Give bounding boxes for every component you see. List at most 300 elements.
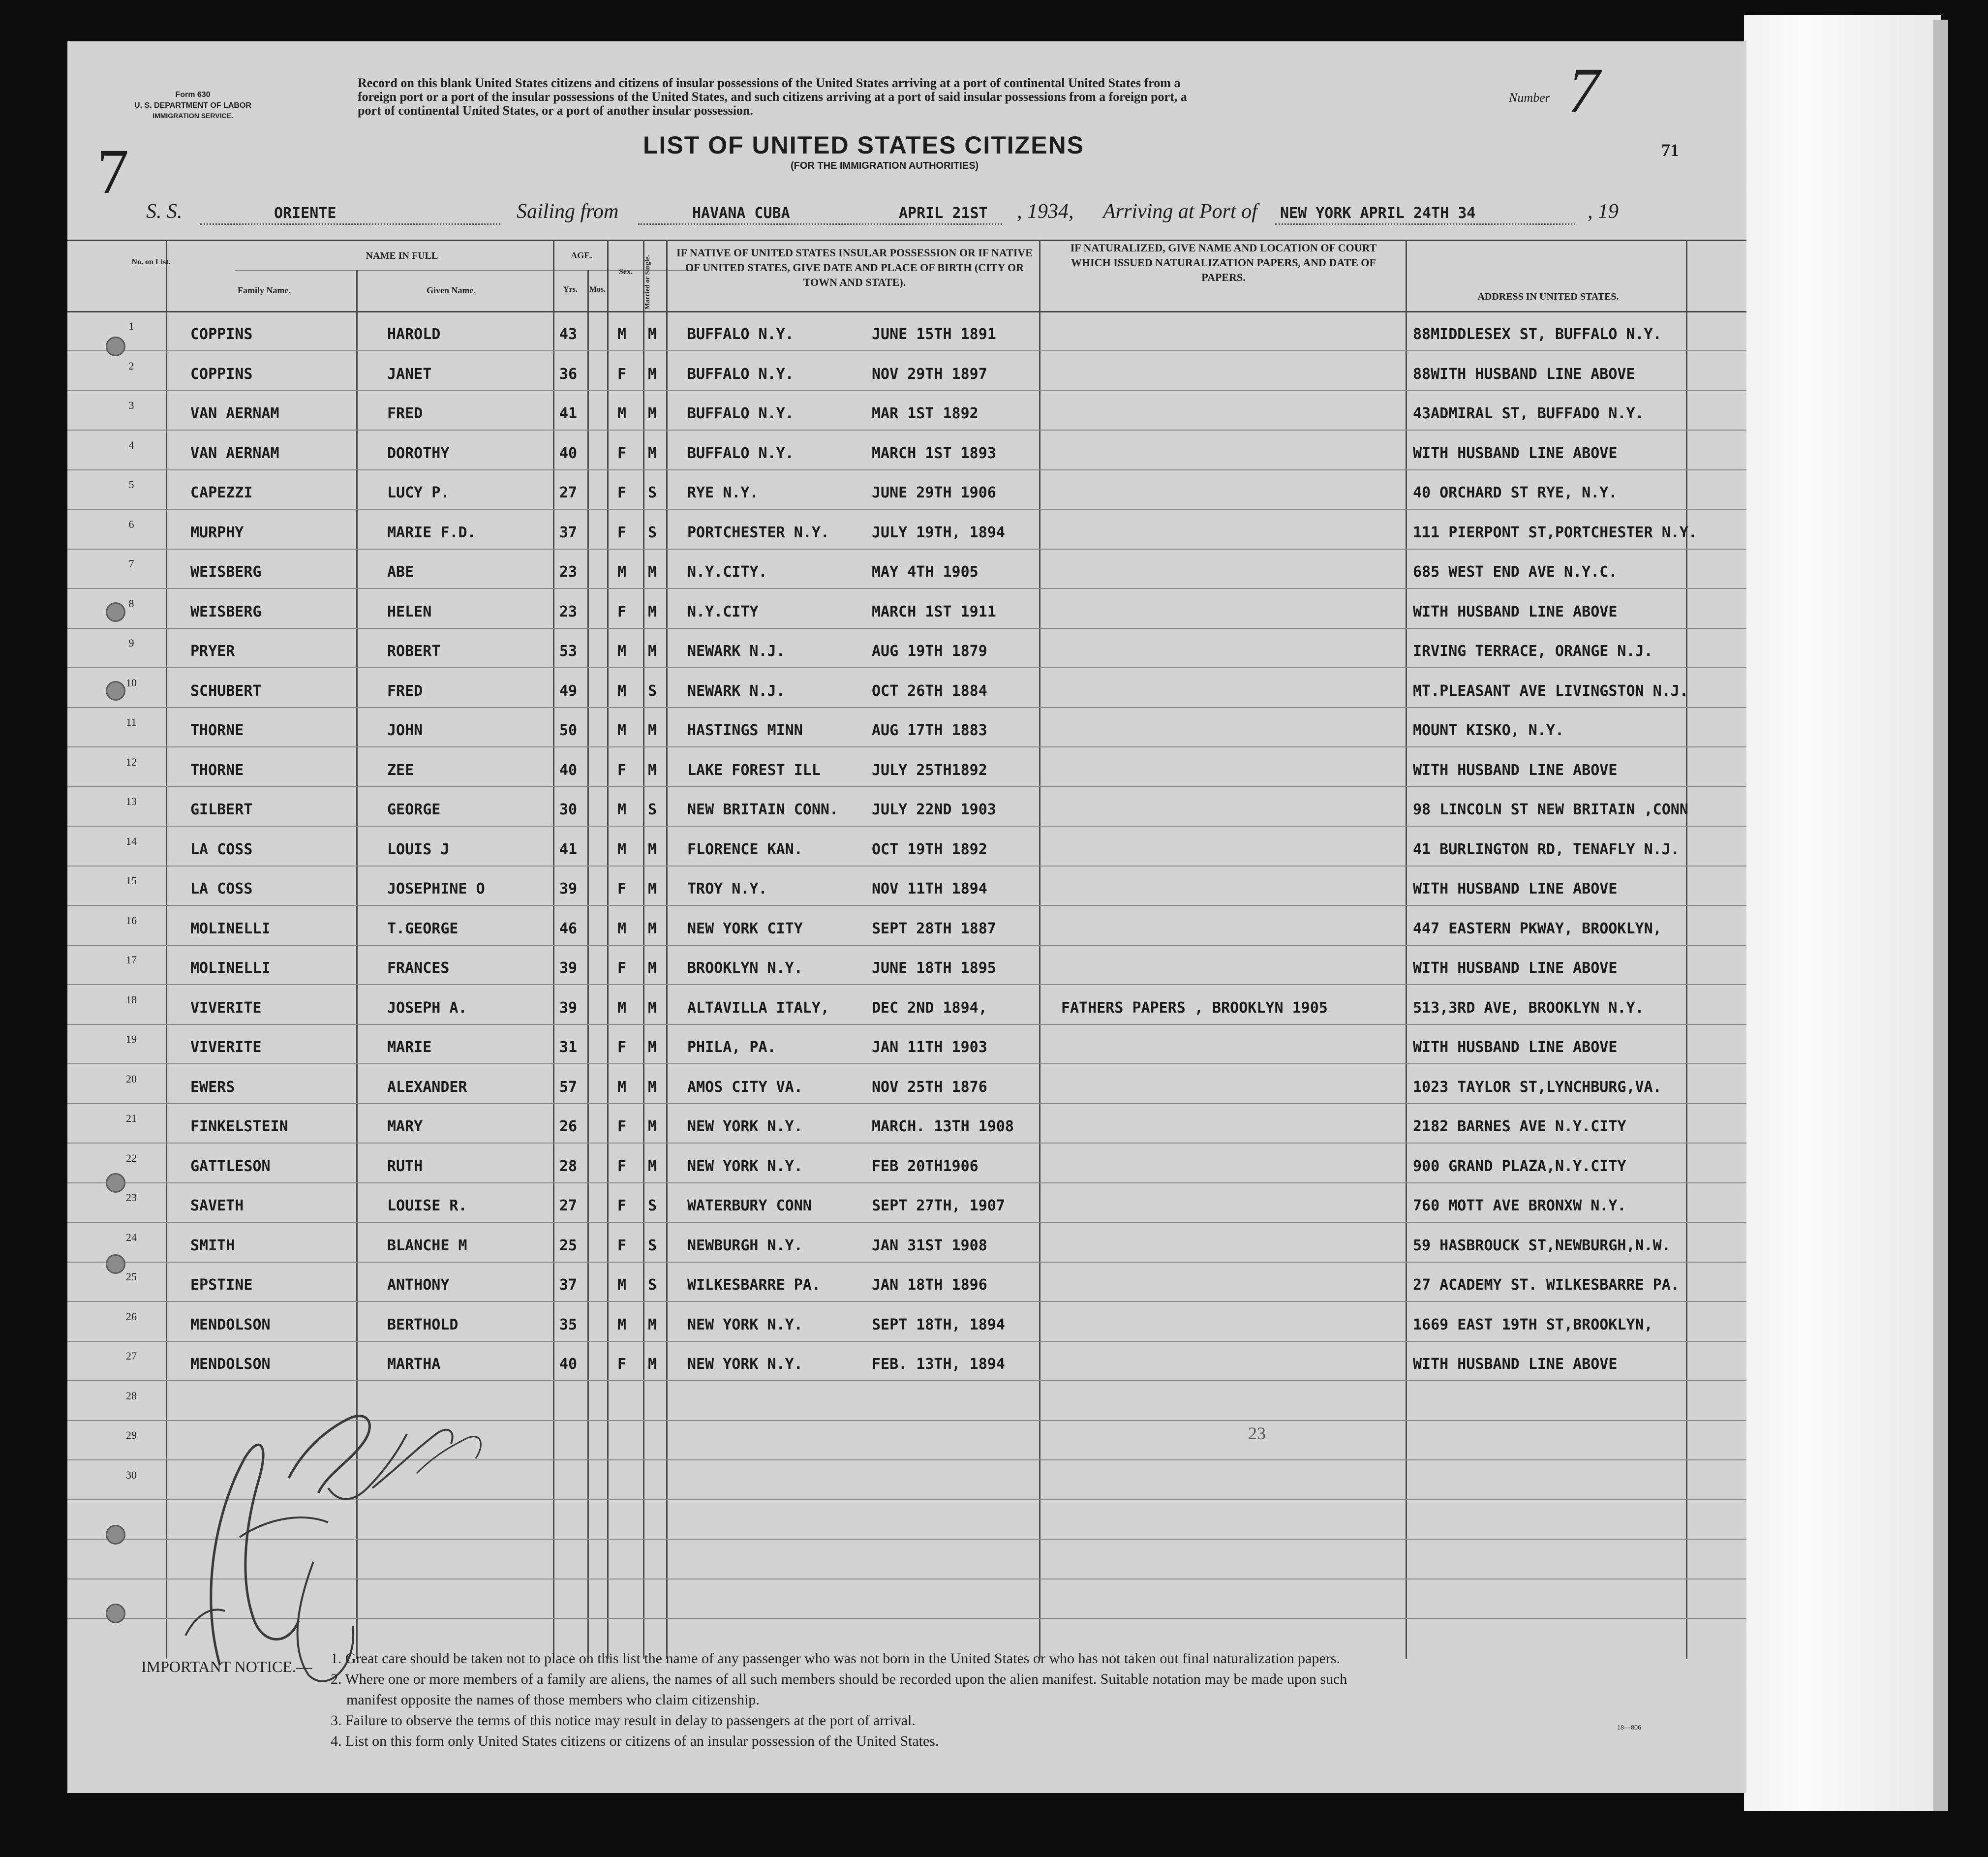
adjacent-page-shadow [1933,20,1948,1811]
cell-given: GEORGE [387,801,441,818]
cell-address: 40 ORCHARD ST RYE, N.Y. [1413,484,1618,501]
header-birth: IF NATIVE OF UNITED STATES INSULAR POSSESSION OR IF NATIVE OF UNITED STATES, GIVE DATE AND PLACE OF BIRTH (CITY OR TOWN AND STATE). [676,247,1033,288]
cell-no: 18 [126,993,137,1006]
cell-family: CAPEZZI [190,484,253,501]
row-rule [67,826,1746,827]
header-yrs: Yrs. [563,285,578,294]
row-rule [67,1182,1746,1183]
punch-hole [106,1525,125,1545]
cell-age: 37 [559,1276,578,1294]
cell-date: SEPT 18TH, 1894 [872,1316,1005,1333]
cell-sex: F [617,1356,627,1373]
cell-address: 760 MOTT AVE BRONXW N.Y. [1413,1197,1626,1214]
cell-ms: M [648,880,657,898]
cell-family: MOLINELLI [190,959,271,977]
cell-given: JOSEPH A. [387,999,467,1017]
arrival-year: , 19 [1588,200,1619,223]
cell-ms: M [648,959,657,977]
cell-family: MENDOLSON [190,1316,271,1333]
cell-date: FEB 20TH1906 [872,1158,979,1175]
sailing-from: HAVANA CUBA [692,205,790,222]
row-rule [67,1103,1746,1104]
cell-place: NEW BRITAIN CONN. [687,801,839,818]
cell-age: 39 [559,959,578,977]
cell-address: 513,3RD AVE, BROOKLYN N.Y. [1413,999,1644,1017]
cell-given: MARIE [387,1039,432,1056]
cell-date: NOV 25TH 1876 [872,1079,987,1096]
ss-label: S. S. [146,200,183,223]
cell-place: BUFFALO N.Y. [687,405,794,422]
cell-given: FRANCES [387,959,450,977]
cell-sex: M [617,1276,627,1294]
cell-date: MAY 4TH 1905 [872,563,979,581]
inspector-signature [141,1390,495,1695]
cell-given: ROBERT [387,643,441,660]
cell-address: WITH HUSBAND LINE ABOVE [1413,1356,1618,1373]
row-rule [67,390,1746,391]
cell-given: JOHN [387,722,423,739]
cell-given: JOSEPHINE O [387,880,485,898]
header-naturalized: IF NATURALIZED, GIVE NAME AND LOCATION OF COURT WHICH ISSUED NATURALIZATION PAPERS, AND DATE OF PAPERS. [1070,242,1377,283]
cell-place: NEW YORK N.Y. [687,1158,803,1175]
cell-given: ALEXANDER [387,1079,467,1096]
cell-date: FEB. 13TH, 1894 [872,1356,1005,1373]
row-rule [67,430,1746,431]
cell-address: IRVING TERRACE, ORANGE N.J. [1413,643,1653,660]
cell-no: 9 [128,637,134,649]
cell-ms: S [648,801,657,818]
cell-age: 23 [559,603,578,620]
cell-ms: M [648,1079,657,1096]
tally-mark: 23 [1248,1424,1266,1443]
notice-item-4: 4. List on this form only United States citizens or citizens of an insular possession of the United States. [331,1733,939,1749]
cell-age: 46 [559,920,578,937]
cell-ms: M [648,603,657,620]
cell-place: FLORENCE KAN. [687,841,803,858]
cell-address: 685 WEST END AVE N.Y.C. [1413,563,1618,581]
cell-family: WEISBERG [190,563,262,581]
notice-item-3: 3. Failure to observe the terms of this notice may result in delay to passengers at the port of arrival. [331,1712,916,1729]
cell-no: 10 [126,677,137,689]
cell-place: NEW YORK N.Y. [687,1316,803,1333]
form-number: Form 630 [175,91,211,99]
cell-age: 28 [559,1158,578,1175]
cell-no: 7 [128,557,134,570]
cell-sex: F [617,1237,627,1254]
cell-address: WITH HUSBAND LINE ABOVE [1413,880,1618,898]
cell-age: 57 [559,1079,578,1096]
cell-given: LOUIS J [387,841,450,858]
cell-date: JUNE 18TH 1895 [872,959,996,977]
cell-place: NEWARK N.J. [687,682,785,700]
cell-age: 36 [559,366,578,383]
table-top-border [67,240,1746,241]
cell-date: MAR 1ST 1892 [872,405,979,422]
cell-age: 26 [559,1118,578,1135]
row-rule [67,549,1746,550]
adjacent-page-edge [1744,15,1941,1811]
cell-family: LA COSS [190,880,253,898]
cell-no: 1 [128,320,134,332]
row-rule [67,1222,1746,1223]
cell-ms: M [648,1039,657,1056]
cell-ms: S [648,524,657,541]
cell-place: NEW YORK N.Y. [687,1118,803,1135]
cell-address: 27 ACADEMY ST. WILKESBARRE PA. [1413,1276,1680,1294]
cell-address: 98 LINCOLN ST NEW BRITAIN ,CONN [1413,801,1688,818]
cell-given: LOUISE R. [387,1197,467,1214]
cell-address: WITH HUSBAND LINE ABOVE [1413,959,1618,977]
header-sex: Sex. [619,268,633,276]
notice-label: IMPORTANT NOTICE.— [141,1658,312,1675]
cell-date: SEPT 28TH 1887 [872,920,996,937]
cell-no: 13 [126,795,137,807]
cell-no: 28 [126,1390,137,1402]
punch-hole [106,1254,125,1274]
instructions-line-1: Record on this blank United States citizens and citizens of insular possessions of the United States arriving at a port of continental United States from a [358,76,1181,90]
col-divider [587,270,589,1659]
cell-no: 14 [126,835,137,847]
cell-place: BUFFALO N.Y. [687,366,794,383]
cell-age: 40 [559,762,578,779]
form-service: IMMIGRATION SERVICE. [153,112,233,120]
cell-given: FRED [387,405,423,422]
cell-sex: F [617,959,627,977]
cell-sex: M [617,841,627,858]
print-code: 18—806 [1617,1724,1641,1732]
col-divider [666,240,668,1659]
col-divider [607,240,609,1659]
cell-sex: M [617,643,627,660]
number-value: 7 [1568,55,1600,126]
cell-age: 27 [559,1197,578,1214]
row-rule [67,509,1746,510]
col-divider [1406,240,1407,1659]
cell-family: COPPINS [190,326,253,343]
cell-date: DEC 2ND 1894, [872,999,987,1017]
punch-hole [106,1173,125,1193]
margin-mark-right: 71 [1661,140,1679,160]
cell-family: EPSTINE [190,1276,253,1294]
cell-family: MOLINELLI [190,920,271,937]
cell-date: SEPT 27TH, 1907 [872,1197,1005,1214]
notice-item-1: 1. Great care should be taken not to place on this list the name of any passenger who was not born in the United States or who has not taken out final naturalization papers. [331,1650,1340,1667]
ship-blank-line [200,223,500,225]
cell-place: BUFFALO N.Y. [687,445,794,462]
cell-date: JULY 25TH1892 [872,762,987,779]
header-no: No. on List. [131,258,171,266]
cell-age: 41 [559,841,578,858]
cell-family: PRYER [190,643,235,660]
col-divider [1686,240,1687,1659]
cell-sex: M [617,1079,627,1096]
cell-date: JUNE 29TH 1906 [872,484,996,501]
cell-ms: M [648,643,657,660]
cell-address: 88WITH HUSBAND LINE ABOVE [1413,366,1635,383]
cell-no: 15 [126,874,137,887]
cell-no: 26 [126,1310,137,1323]
row-rule [67,905,1746,906]
cell-no: 20 [126,1073,137,1085]
cell-address: 59 HASBROUCK ST,NEWBURGH,N.W. [1413,1237,1671,1254]
cell-sex: M [617,326,627,343]
cell-age: 40 [559,445,578,462]
cell-address: 43ADMIRAL ST, BUFFADO N.Y. [1413,405,1644,422]
cell-place: PHILA, PA. [687,1039,776,1056]
cell-ms: M [648,1158,657,1175]
cell-address: WITH HUSBAND LINE ABOVE [1413,603,1618,620]
row-rule [67,945,1746,946]
cell-place: NEWBURGH N.Y. [687,1237,803,1254]
cell-no: 30 [126,1469,137,1481]
row-rule [67,707,1746,708]
cell-given: MARTHA [387,1356,441,1373]
cell-date: JAN 11TH 1903 [872,1039,987,1056]
punch-hole [106,1604,125,1623]
cell-place: RYE N.Y. [687,484,759,501]
cell-address: 2182 BARNES AVE N.Y.CITY [1413,1118,1626,1135]
header-bottom-border [67,311,1746,312]
cell-no: 12 [126,756,137,768]
cell-no: 3 [128,399,134,411]
cell-sex: M [617,563,627,581]
cell-ms: M [648,999,657,1017]
cell-ms: M [648,563,657,581]
cell-place: NEW YORK N.Y. [687,1356,803,1373]
sailing-year: , 1934, [1017,200,1074,223]
cell-place: AMOS CITY VA. [687,1079,803,1096]
arrival-port: NEW YORK APRIL 24TH 34 [1280,205,1476,222]
cell-family: VIVERITE [190,1039,262,1056]
cell-ms: M [648,722,657,739]
cell-natural: FATHERS PAPERS , BROOKLYN 1905 [1061,999,1328,1017]
cell-ms: S [648,484,657,501]
cell-ms: M [648,326,657,343]
cell-sex: M [617,920,627,937]
cell-family: EWERS [190,1079,235,1096]
cell-family: COPPINS [190,366,253,383]
page-subtitle: (FOR THE IMMIGRATION AUTHORITIES) [791,160,979,171]
cell-ms: M [648,841,657,858]
notice-item-2a: 2. Where one or more members of a family are aliens, the names of all such members should be recorded upon the alien manifest. Suitable notation may be made upon such [331,1671,1347,1687]
cell-given: ABE [387,563,414,581]
cell-address: MOUNT KISKO, N.Y. [1413,722,1564,739]
cell-age: 23 [559,563,578,581]
cell-place: NEWARK N.J. [687,643,785,660]
cell-no: 11 [126,716,137,728]
cell-address: WITH HUSBAND LINE ABOVE [1413,445,1618,462]
cell-sex: F [617,484,627,501]
cell-no: 24 [126,1231,137,1243]
cell-sex: F [617,1197,627,1214]
ship-name: ORIENTE [274,205,336,222]
cell-sex: F [617,603,627,620]
cell-address: 447 EASTERN PKWAY, BROOKLYN, [1413,920,1662,937]
cell-ms: M [648,1316,657,1333]
cell-date: JUNE 15TH 1891 [872,326,996,343]
row-rule [67,350,1746,351]
cell-given: ANTHONY [387,1276,450,1294]
cell-place: NEW YORK CITY [687,920,803,937]
cell-sex: M [617,722,627,739]
cell-no: 19 [126,1033,137,1045]
cell-address: 41 BURLINGTON RD, TENAFLY N.J. [1413,841,1680,858]
cell-ms: M [648,1356,657,1373]
row-rule [67,746,1746,747]
cell-date: MARCH 1ST 1893 [872,445,996,462]
cell-given: MARIE F.D. [387,524,476,541]
cell-given: FRED [387,682,423,700]
manifest-page [67,41,1746,1793]
cell-date: AUG 17TH 1883 [872,722,987,739]
cell-address: 88MIDDLESEX ST, BUFFALO N.Y. [1413,326,1662,343]
cell-sex: F [617,445,627,462]
page-title: LIST OF UNITED STATES CITIZENS [643,131,1085,159]
cell-place: N.Y.CITY. [687,563,767,581]
cell-address: MT.PLEASANT AVE LIVINGSTON N.J. [1413,682,1688,700]
col-divider [553,240,554,1659]
cell-place: WILKESBARRE PA. [687,1276,821,1294]
row-rule [67,866,1746,867]
row-rule [67,469,1746,470]
cell-no: 6 [128,518,134,530]
cell-given: BERTHOLD [387,1316,459,1333]
cell-no: 29 [126,1429,137,1441]
cell-age: 31 [559,1039,578,1056]
cell-age: 25 [559,1237,578,1254]
cell-sex: F [617,524,627,541]
cell-family: VAN AERNAM [190,405,279,422]
cell-family: SMITH [190,1237,235,1254]
cell-ms: M [648,762,657,779]
cell-family: WEISBERG [190,603,262,620]
cell-no: 4 [128,439,134,451]
cell-sex: F [617,880,627,898]
header-address: ADDRESS IN UNITED STATES. [1477,291,1619,302]
header-name-in-full: NAME IN FULL [366,250,438,261]
header-given-name: Given Name. [427,285,476,295]
cell-date: OCT 26TH 1884 [872,682,987,700]
cell-place: HASTINGS MINN [687,722,803,739]
cell-sex: M [617,405,627,422]
punch-hole [106,337,125,356]
cell-given: RUTH [387,1158,423,1175]
row-rule [67,1143,1746,1144]
cell-no: 8 [128,597,134,610]
notice-item-2b: manifest opposite the names of those members who claim citizenship. [346,1692,760,1708]
cell-place: TROY N.Y. [687,880,767,898]
cell-given: LUCY P. [387,484,450,501]
cell-given: HELEN [387,603,432,620]
cell-no: 16 [126,914,137,927]
cell-address: 1669 EAST 19TH ST,BROOKLYN, [1413,1316,1653,1333]
row-rule [67,786,1746,787]
cell-address: 111 PIERPONT ST,PORTCHESTER N.Y. [1413,524,1697,541]
margin-mark-left: 7 [97,136,129,207]
cell-ms: M [648,405,657,422]
cell-family: FINKELSTEIN [190,1118,288,1135]
cell-family: VIVERITE [190,999,262,1017]
cell-sex: F [617,1039,627,1056]
form-department: U. S. DEPARTMENT OF LABOR [134,101,251,110]
cell-family: MENDOLSON [190,1356,271,1373]
cell-family: THORNE [190,722,244,739]
cell-date: AUG 19TH 1879 [872,643,987,660]
number-label: Number [1509,91,1550,105]
cell-family: VAN AERNAM [190,445,279,462]
cell-no: 25 [126,1270,137,1283]
row-rule [67,1301,1746,1302]
cell-date: MARCH 1ST 1911 [872,603,996,620]
cell-sex: F [617,366,627,383]
cell-date: JAN 18TH 1896 [872,1276,987,1294]
row-rule [67,1380,1746,1381]
cell-sex: F [617,1118,627,1135]
cell-no: 22 [126,1152,137,1164]
punch-hole [106,602,125,622]
row-rule [67,1063,1746,1064]
cell-place: PORTCHESTER N.Y. [687,524,829,541]
cell-age: 35 [559,1316,578,1333]
cell-address: WITH HUSBAND LINE ABOVE [1413,1039,1618,1056]
cell-age: 41 [559,405,578,422]
header-mos: Mos. [589,285,606,294]
cell-address: 900 GRAND PLAZA,N.Y.CITY [1413,1158,1626,1175]
cell-given: HAROLD [387,326,441,343]
cell-no: 23 [126,1191,137,1204]
cell-age: 50 [559,722,578,739]
cell-sex: M [617,1316,627,1333]
instructions-line-3: port of continental United States, or a port of another insular possession. [358,103,753,118]
cell-age: 43 [559,326,578,343]
cell-ms: S [648,1276,657,1294]
cell-place: BUFFALO N.Y. [687,326,794,343]
cell-date: JULY 19TH, 1894 [872,524,1005,541]
cell-ms: M [648,920,657,937]
cell-place: N.Y.CITY [687,603,759,620]
cell-ms: S [648,682,657,700]
arriving-label: Arriving at Port of [1103,200,1257,223]
sailing-label: Sailing from [517,200,619,223]
cell-age: 53 [559,643,578,660]
cell-ms: M [648,1118,657,1135]
cell-sex: M [617,999,627,1017]
cell-address: 1023 TAYLOR ST,LYNCHBURG,VA. [1413,1079,1662,1096]
punch-hole [106,681,125,701]
cell-family: GILBERT [190,801,253,818]
header-married-or-single: Married or Single. [644,255,651,310]
cell-given: T.GEORGE [387,920,459,937]
cell-date: JULY 22ND 1903 [872,801,996,818]
sailing-date: APRIL 21ST [899,205,988,222]
cell-place: WATERBURY CONN [687,1197,812,1214]
cell-no: 21 [126,1112,137,1124]
cell-no: 5 [128,478,134,491]
header-age: AGE. [571,250,592,260]
cell-family: SAVETH [190,1197,244,1214]
cell-family: THORNE [190,762,244,779]
cell-family: SCHUBERT [190,682,262,700]
instructions-line-2: foreign port or a port of the insular possessions of the United States, and such citizens arriving at a port of said insular possessions from a foreign port, a [358,90,1187,104]
col-divider [643,240,644,1659]
cell-age: 27 [559,484,578,501]
cell-family: LA COSS [190,841,253,858]
row-rule [67,984,1746,985]
row-rule [67,628,1746,629]
cell-given: BLANCHE M [387,1237,467,1254]
from-blank-line [638,223,1002,225]
cell-no: 27 [126,1350,137,1362]
